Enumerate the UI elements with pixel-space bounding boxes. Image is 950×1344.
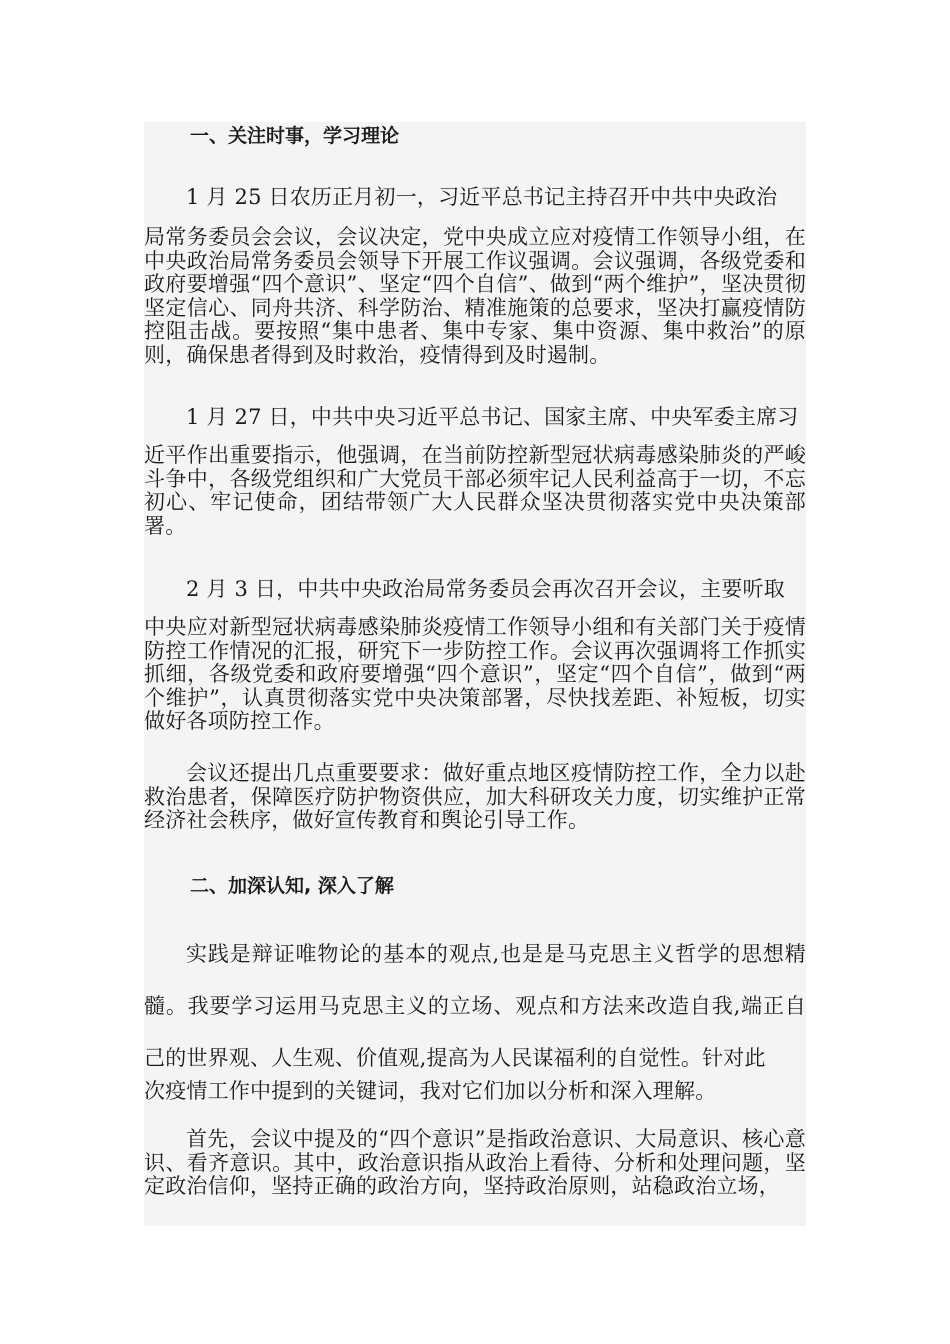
- paragraph-4: 会议还提出几点重要要求：做好重点地区疫情防控工作，全力以赴救治患者，保障医疗防护物资供应，加大科研攻关力度，切实维护正常经济社会秩序，做好宣传教育和舆论引导工作。: [144, 761, 806, 832]
- paragraph-1-first-line: 1 月 25 日农历正月初一，习近平总书记主持召开中共中央政治: [186, 185, 778, 209]
- paragraph-5-loose: 实践是辩证唯物论的基本的观点,也是是马克思主义哲学的思想精髓。我要学习运用马克思主义的立场、观点和方法来改造自我,端正自己的世界观、人生观、价值观,提高为人民谋福利的自觉性。针对此: [144, 942, 806, 1070]
- section-heading-1: 一、关注时事，学习理论: [190, 125, 400, 147]
- paragraph-3-body: 中央应对新型冠状病毒感染肺炎疫情工作领导小组和有关部门关于疫情防控工作情况的汇报，研究下一步防控工作。会议再次强调将工作抓实抓细，各级党委和政府要增强“四个意识”，坚定“四个自信”，做到“两个维护”，认真贯彻落实党中央决策部署，尽快找差距、补短板，切实做好各项防控工作。: [144, 615, 806, 733]
- section-heading-2: 二、加深认知, 深入了解: [190, 875, 394, 897]
- paragraph-3-first-line: 2 月 3 日，中共中央政治局常务委员会再次召开会议，主要听取: [186, 577, 785, 601]
- paragraph-2-first-line: 1 月 27 日，中共中央习近平总书记、国家主席、中央军委主席习: [186, 405, 799, 429]
- paragraph-2-body: 近平作出重要指示，他强调，在当前防控新型冠状病毒感染肺炎的严峻斗争中，各级党组织和广大党员干部必须牢记人民利益高于一切，不忘初心、牢记使命，团结带领广大人民群众坚决贯彻落实党中央决策部署。: [144, 443, 806, 538]
- paragraph-5-tail: 次疫情工作中提到的关键词，我对它们加以分析和深入理解。: [144, 1079, 717, 1103]
- paragraph-6: 首先，会议中提及的“四个意识”是指政治意识、大局意识、核心意识、看齐意识。其中，政治意识指从政治上看待、分析和处理问题，坚定政治信仰，坚持正确的政治方向，坚持政治原则，站稳政治立场，: [144, 1127, 806, 1198]
- paragraph-1-body: 局常务委员会会议，会议决定，党中央成立应对疫情工作领导小组，在中央政治局常务委员会领导下开展工作议强调。会议强调，各级党委和政府要增强“四个意识”、坚定“四个自信”、做到“两个维护”，坚决贯彻坚定信心、同舟共济、科学防治、精准施策的总要求，坚决打赢疫情防控阻击战。要按照“集中患者、集中专家、集中资源、集中救治”的原则，确保患者得到及时救治，疫情得到及时遏制。: [144, 225, 806, 367]
